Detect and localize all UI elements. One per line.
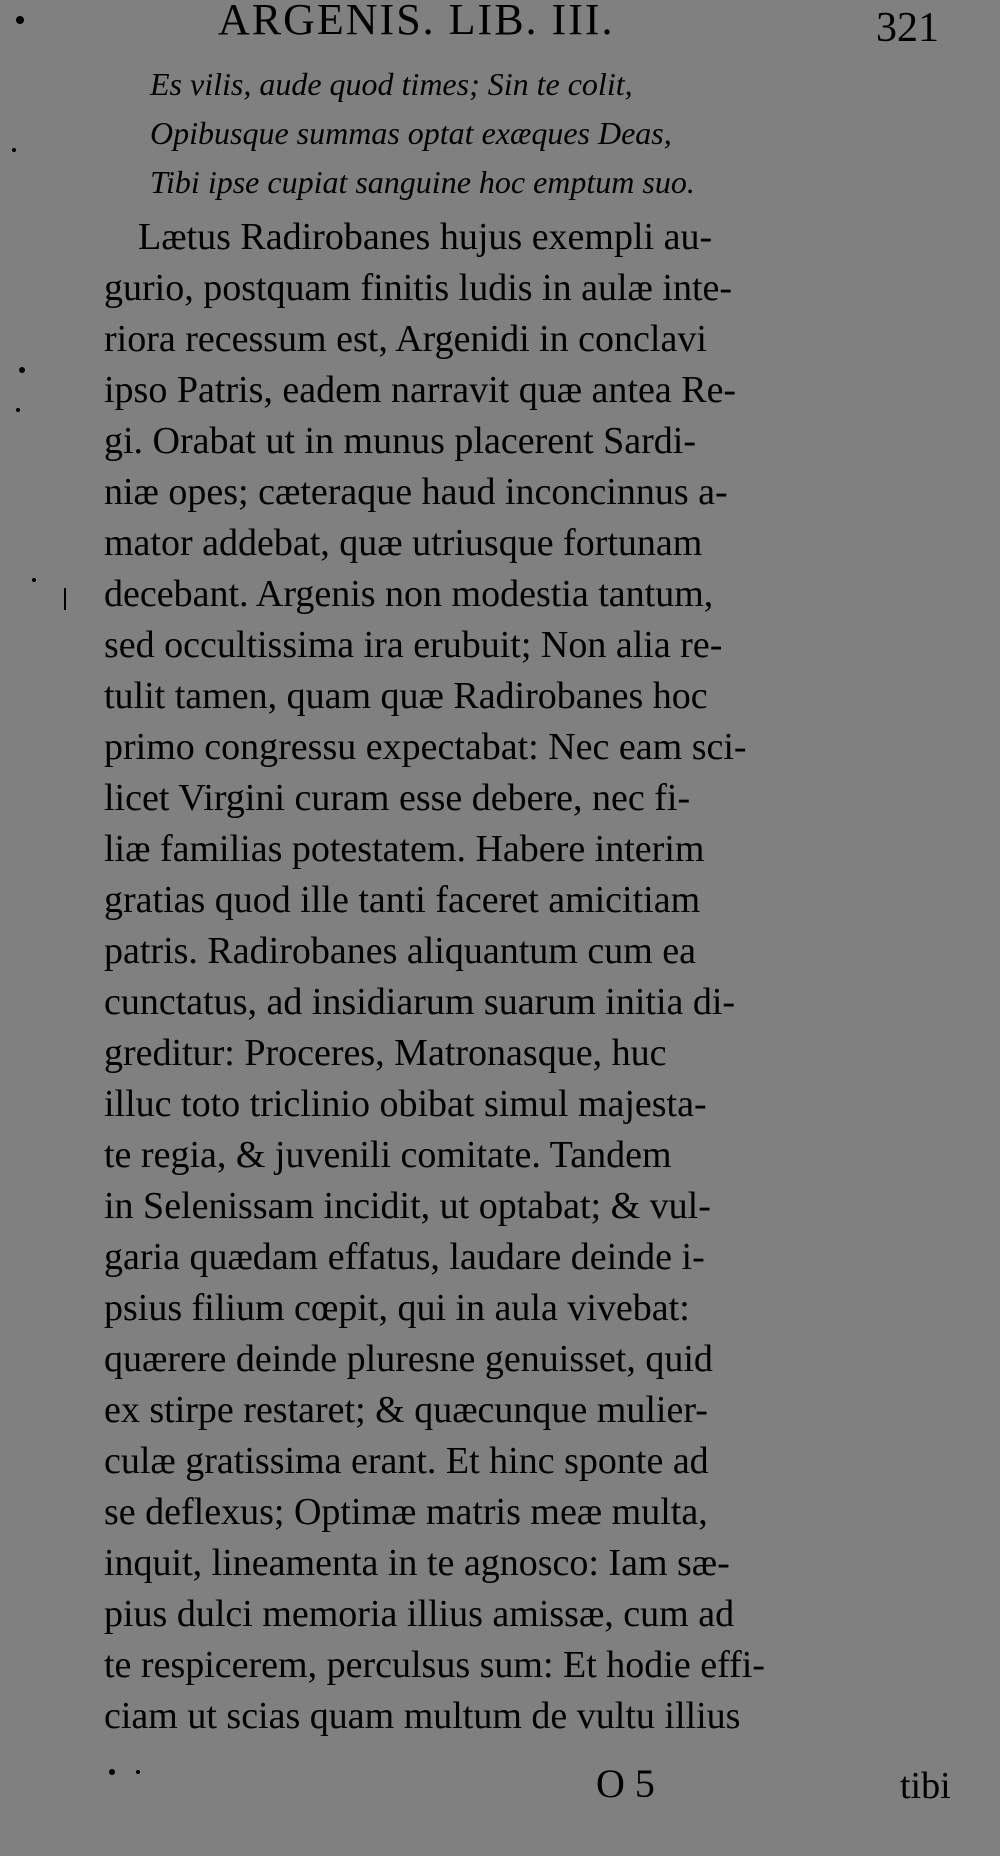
prose-line: te regia, & juvenili comitate. Tandem <box>104 1134 672 1176</box>
prose-line: greditur: Proceres, Matronasque, huc <box>104 1032 667 1074</box>
verse-line: Es vilis, aude quod times; Sin te colit, <box>150 66 633 102</box>
verse-line: Opibusque summas optat exæques Deas, <box>150 115 672 151</box>
prose-line: Lætus Radirobanes hujus exempli au- <box>138 216 713 258</box>
prose-line: in Selenissam incidit, ut optabat; & vul- <box>104 1185 711 1227</box>
signature-mark: O 5 <box>596 1761 655 1806</box>
prose-line: liæ familias potestatem. Habere interim <box>104 828 705 870</box>
page-number: 321 <box>876 5 939 51</box>
speck <box>12 148 16 152</box>
prose-line: patris. Radirobanes aliquantum cum ea <box>104 930 696 972</box>
prose-line: niæ opes; cæteraque haud inconcinnus a- <box>104 471 728 513</box>
prose-line: ciam ut scias quam multum de vultu illius <box>104 1695 741 1737</box>
prose-line: licet Virgini curam esse debere, nec fi- <box>104 777 691 819</box>
prose-line: pius dulci memoria illius amissæ, cum ad <box>104 1593 735 1635</box>
prose-line: ipso Patris, eadem narravit quæ antea Re- <box>104 369 737 411</box>
speck <box>16 408 20 412</box>
page-footer <box>0 1760 1000 1840</box>
speck <box>19 367 25 373</box>
prose-line: primo congressu expectabat: Nec eam sci- <box>104 726 747 768</box>
verse-block <box>150 60 980 207</box>
speck <box>64 588 66 610</box>
prose-line: garia quædam effatus, laudare deinde i- <box>104 1236 705 1278</box>
prose-line: gurio, postquam finitis ludis in aulæ inte- <box>104 267 733 309</box>
prose-line: sed occultissima ira erubuit; Non alia re- <box>104 624 723 666</box>
prose-line: se deflexus; Optimæ matris meæ multa, <box>104 1491 708 1533</box>
prose-line: gratias quod ille tanti faceret amicitiam <box>104 879 701 921</box>
prose-line: quærere deinde pluresne genuisset, quid <box>104 1338 713 1380</box>
prose-line: te respicerem, perculsus sum: Et hodie effi- <box>104 1644 765 1686</box>
prose-line: cunctatus, ad insidiarum suarum initia di- <box>104 981 736 1023</box>
prose-line: gi. Orabat ut in munus placerent Sardi- <box>104 420 697 462</box>
prose-line: riora recessum est, Argenidi in conclavi <box>104 318 707 360</box>
page-header <box>0 0 1000 56</box>
prose-line: inquit, lineamenta in te agnosco: Iam sæ- <box>104 1542 730 1584</box>
prose-line: psius filium cœpit, qui in aula vivebat: <box>104 1287 690 1329</box>
verse-line: Tibi ipse cupiat sanguine hoc emptum suo. <box>150 164 695 200</box>
prose-line: decebant. Argenis non modestia tantum, <box>104 573 714 615</box>
prose-line: culæ gratissima erant. Et hinc sponte ad <box>104 1440 709 1482</box>
catchword: tibi <box>900 1765 951 1807</box>
running-head: ARGENIS. LIB. III. <box>218 0 615 44</box>
prose-line: tulit tamen, quam quæ Radirobanes hoc <box>104 675 708 717</box>
prose-line: mator addebat, quæ utriusque fortunam <box>104 522 703 564</box>
speck <box>32 578 36 582</box>
prose-line: ex stirpe restaret; & quæcunque mulier- <box>104 1389 708 1431</box>
prose-block <box>104 212 984 1742</box>
prose-line: illuc toto triclinio obibat simul majesta- <box>104 1083 707 1125</box>
